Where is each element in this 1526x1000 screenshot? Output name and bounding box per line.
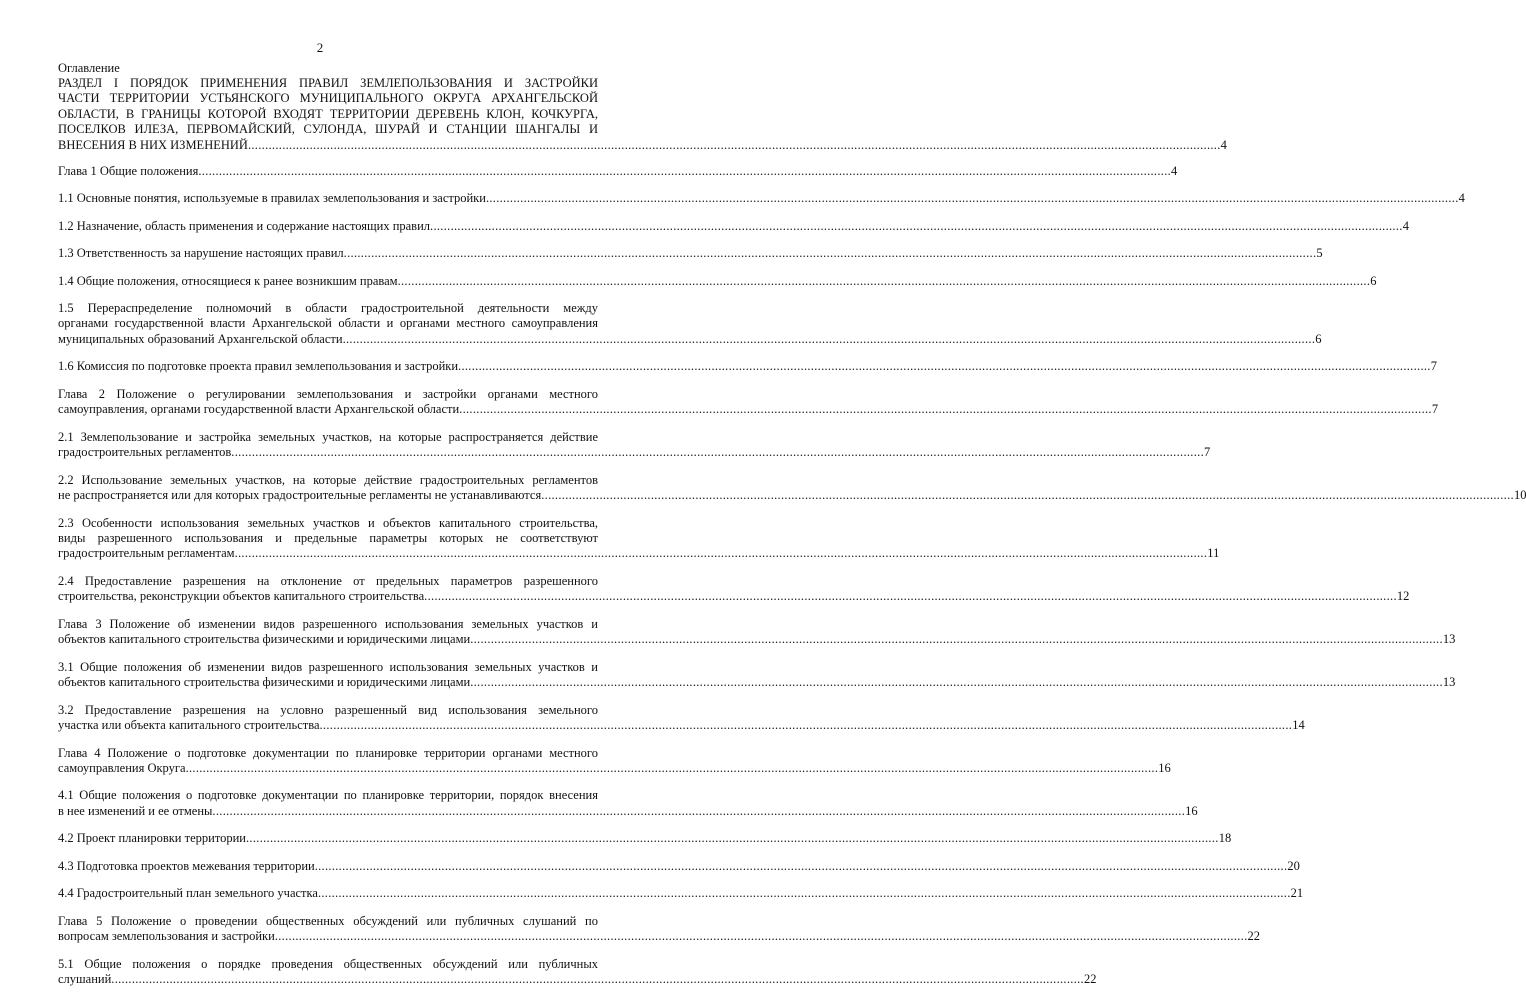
toc-entry[interactable] xyxy=(58,659,1456,691)
dot-leader xyxy=(470,675,1443,690)
toc-entry-page-number: 13 xyxy=(1442,632,1456,647)
toc-entry-last-line xyxy=(58,803,1198,819)
toc-entry-line: ОБЛАСТИ, В ГРАНИЦЫ КОТОРОЙ ВХОДЯТ ТЕРРИТОРИИ ДЕРЕВЕНЬ КЛОН, КОЧКУРГА, xyxy=(58,106,598,121)
toc-entry-text: не распространяется или для которых градостроительные регламенты не устанавливаются xyxy=(58,488,542,503)
dot-leader xyxy=(246,831,1219,846)
toc-entry-line: 2.2 Использование земельных участков, на которые действие градостроительных регламентов xyxy=(58,472,598,487)
toc-entry-last-line xyxy=(58,246,1323,261)
toc-entry[interactable] xyxy=(58,745,1171,777)
toc-entry-last-line xyxy=(58,137,1227,153)
toc-entry[interactable] xyxy=(58,359,1437,374)
toc-entry-line: РАЗДЕЛ I ПОРЯДОК ПРИМЕНЕНИЯ ПРАВИЛ ЗЕМЛЕПОЛЬЗОВАНИЯ И ЗАСТРОЙКИ xyxy=(58,76,598,90)
toc-entry[interactable] xyxy=(58,218,1409,234)
toc-entry-last-line xyxy=(58,445,1211,460)
toc-entry-page-number: 16 xyxy=(1158,760,1171,775)
toc-entry-page-number: 5 xyxy=(1316,246,1323,261)
toc-entry-line: органами государственной власти Архангельской области и органами местного самоуправления xyxy=(58,316,598,331)
toc-entry-text: 1.6 Комиссия по подготовке проекта правил землепользования и застройки xyxy=(58,359,459,374)
toc-entry[interactable] xyxy=(58,702,1305,734)
toc-entry-text: 1.4 Общие положения, относящиеся к ранее возникшим правам xyxy=(58,273,398,288)
toc-entry-page-number: 18 xyxy=(1218,831,1232,846)
toc-entry-page-number: 22 xyxy=(1083,972,1097,987)
toc-entry-page-number: 20 xyxy=(1287,858,1300,873)
dot-leader xyxy=(275,929,1248,944)
dot-leader xyxy=(343,332,1316,347)
dot-leader xyxy=(111,972,1084,987)
toc-entry[interactable] xyxy=(58,76,1227,153)
toc-entry[interactable] xyxy=(58,163,1178,179)
toc-entry-line: 2.1 Землепользование и застройка земельных участков, на которые распространяется действие xyxy=(58,429,598,444)
toc-entry-text: участка или объекта капитального строительства xyxy=(58,718,320,732)
toc-entry-text: муниципальных образований Архангельской области xyxy=(58,331,343,346)
toc-entry-page-number: 22 xyxy=(1247,929,1261,944)
page-number: 2 xyxy=(316,40,324,55)
toc-entry-text: 4.2 Проект планировки территории xyxy=(58,831,246,846)
toc-entry[interactable] xyxy=(58,913,1261,945)
dot-leader xyxy=(315,859,1288,874)
toc-entry-last-line xyxy=(58,718,1305,733)
toc-entry[interactable] xyxy=(58,858,1300,874)
toc-entry[interactable] xyxy=(58,273,1377,289)
toc-entry-last-line xyxy=(58,831,1232,846)
toc-entry-line: 3.2 Предоставление разрешения на условно разрешенный вид использования земельного xyxy=(58,702,598,717)
toc-entry[interactable] xyxy=(58,246,1323,261)
toc-entry-page-number: 7 xyxy=(1431,402,1439,417)
toc-entry-text: 1.3 Ответственность за нарушение настоящих правил xyxy=(58,246,344,261)
toc-entry-page-number: 14 xyxy=(1292,718,1305,732)
toc-title: Оглавление xyxy=(58,61,120,75)
toc-entry-page-number: 16 xyxy=(1185,803,1198,818)
toc-entry-page-number: 10 xyxy=(1513,488,1526,503)
toc-entry-line: Глава 3 Положение об изменении видов разрешенного использования земельных участков и xyxy=(58,616,598,631)
toc-entry-line: Глава 5 Положение о проведении общественных обсуждений или публичных слушаний по xyxy=(58,913,598,928)
toc-entry-line: 2.4 Предоставление разрешения на отклонение от предельных параметров разрешенного xyxy=(58,573,598,588)
toc-entry-last-line xyxy=(58,218,1409,234)
toc-entry-last-line xyxy=(58,488,1526,503)
toc-entry[interactable] xyxy=(58,472,1526,504)
toc-entry-last-line xyxy=(58,760,1171,776)
dot-leader xyxy=(318,886,1291,901)
toc-entry-page-number: 11 xyxy=(1207,546,1220,561)
toc-entry-line: 3.1 Общие положения об изменении видов разрешенного использования земельных участков и xyxy=(58,659,598,674)
dot-leader xyxy=(235,546,1208,561)
toc-entry-text: объектов капитального строительства физическими и юридическими лицами xyxy=(58,632,471,647)
dot-leader xyxy=(198,164,1171,179)
toc-entry-last-line xyxy=(58,359,1437,374)
toc-entry[interactable] xyxy=(58,956,1097,988)
dot-leader xyxy=(320,718,1293,733)
dot-leader xyxy=(186,761,1159,776)
toc-entry-text: строительства, реконструкции объектов капитального строительства xyxy=(58,589,425,604)
toc-entry-last-line xyxy=(58,273,1377,289)
toc-entry[interactable] xyxy=(58,429,1211,461)
dot-leader xyxy=(248,138,1221,153)
toc-entry-line: 5.1 Общие положения о порядке проведения общественных обсуждений или публичных xyxy=(58,956,598,971)
toc-entry-text: 4.4 Градостроительный план земельного участка xyxy=(58,886,318,901)
toc-entry[interactable] xyxy=(58,515,1220,562)
toc-entry-text: Глава 1 Общие положения xyxy=(58,163,199,178)
dot-leader xyxy=(424,589,1397,604)
toc-entry-text: самоуправления, органами государственной власти Архангельской области xyxy=(58,402,460,417)
toc-entry-text: слушаний xyxy=(58,972,112,987)
toc-entry-page-number: 21 xyxy=(1290,886,1304,901)
toc-entry-page-number: 4 xyxy=(1220,137,1227,152)
toc-entry-line: 4.1 Общие положения о подготовке документации по планировке территории, порядок внесения xyxy=(58,788,598,803)
toc-entry-text: градостроительных регламентов xyxy=(58,445,232,460)
toc-entry-last-line xyxy=(58,972,1097,987)
toc-entry-page-number: 7 xyxy=(1430,359,1437,374)
dot-leader xyxy=(459,402,1432,417)
toc-entry[interactable] xyxy=(58,191,1465,206)
toc-entry[interactable] xyxy=(58,886,1304,901)
toc-entry-page-number: 6 xyxy=(1315,331,1322,346)
dot-leader xyxy=(470,632,1443,647)
dot-leader xyxy=(231,445,1204,460)
toc-entry-line: 2.3 Особенности использования земельных участков и объектов капитального строительства, xyxy=(58,515,598,530)
toc-entry-line: 1.5 Перераспределение полномочий в области градостроительной деятельности между xyxy=(58,301,598,316)
table-of-contents xyxy=(58,61,1526,1000)
toc-entry-last-line xyxy=(58,929,1261,944)
toc-entry-text: вопросам землепользования и застройки xyxy=(58,929,275,944)
dot-leader xyxy=(398,274,1371,289)
toc-entry-line: ПОСЕЛКОВ ИЛЕЗА, ПЕРВОМАЙСКИЙ, СУЛОНДА, ШУРАЙ И СТАНЦИИ ШАНГАЛЫ И xyxy=(58,122,598,137)
toc-entry-line: виды разрешенного использования и предельные параметры которых не соответствуют xyxy=(58,530,598,545)
dot-leader xyxy=(212,804,1185,819)
toc-entry-text: 1.2 Назначение, область применения и содержание настоящих правил xyxy=(58,218,431,233)
toc-entry-page-number: 4 xyxy=(1402,218,1409,233)
toc-entry-text: 4.3 Подготовка проектов межевания территории xyxy=(58,858,315,873)
toc-entry-line: Глава 4 Положение о подготовке документации по планировке территории органами местного xyxy=(58,745,598,760)
toc-entry[interactable] xyxy=(58,573,1410,605)
dot-leader xyxy=(344,246,1317,261)
toc-entry[interactable] xyxy=(58,616,1456,648)
toc-entry-line: ЧАСТИ ТЕРРИТОРИИ УСТЬЯНСКОГО МУНИЦИПАЛЬНОГО ОКРУГА АРХАНГЕЛЬСКОЙ xyxy=(58,91,598,106)
dot-leader xyxy=(486,191,1459,206)
toc-entry-text: объектов капитального строительства физическими и юридическими лицами xyxy=(58,675,471,690)
toc-entry-last-line xyxy=(58,589,1410,604)
toc-entry-last-line xyxy=(58,163,1178,179)
toc-entry-text: ВНЕСЕНИЯ В НИХ ИЗМЕНЕНИЙ xyxy=(58,137,248,152)
dot-leader xyxy=(458,359,1431,374)
toc-entry-page-number: 4 xyxy=(1171,163,1178,178)
toc-entry-last-line xyxy=(58,858,1300,874)
toc-entries xyxy=(58,76,1526,988)
toc-entry-line: Глава 2 Положение о регулировании землепользования и застройки органами местного xyxy=(58,386,598,401)
toc-entry[interactable] xyxy=(58,386,1439,418)
dot-leader xyxy=(541,488,1514,503)
toc-entry[interactable] xyxy=(58,301,1322,347)
toc-entry-last-line xyxy=(58,546,1220,561)
toc-entry-last-line xyxy=(58,402,1439,417)
toc-entry-last-line xyxy=(58,886,1304,901)
toc-entry-last-line xyxy=(58,191,1465,206)
toc-entry-last-line xyxy=(58,331,1322,347)
toc-entry-page-number: 4 xyxy=(1458,191,1465,206)
toc-entry-text: 1.1 Основные понятия, используемые в правилах землепользования и застройки xyxy=(58,191,486,206)
toc-entry-text: градостроительным регламентам xyxy=(58,546,235,561)
toc-entry-text: в нее изменений и ее отмены xyxy=(58,803,213,818)
toc-entry-page-number: 7 xyxy=(1204,445,1211,460)
toc-entry-page-number: 12 xyxy=(1396,589,1410,604)
toc-entry-page-number: 13 xyxy=(1442,675,1456,690)
toc-entry-text: самоуправления Округа xyxy=(58,760,186,775)
toc-entry-last-line xyxy=(58,675,1456,690)
toc-entry-page-number: 6 xyxy=(1370,273,1377,288)
toc-entry-last-line xyxy=(58,632,1456,647)
dot-leader xyxy=(430,219,1403,234)
toc-entry[interactable] xyxy=(58,831,1232,846)
toc-entry[interactable] xyxy=(58,788,1198,819)
